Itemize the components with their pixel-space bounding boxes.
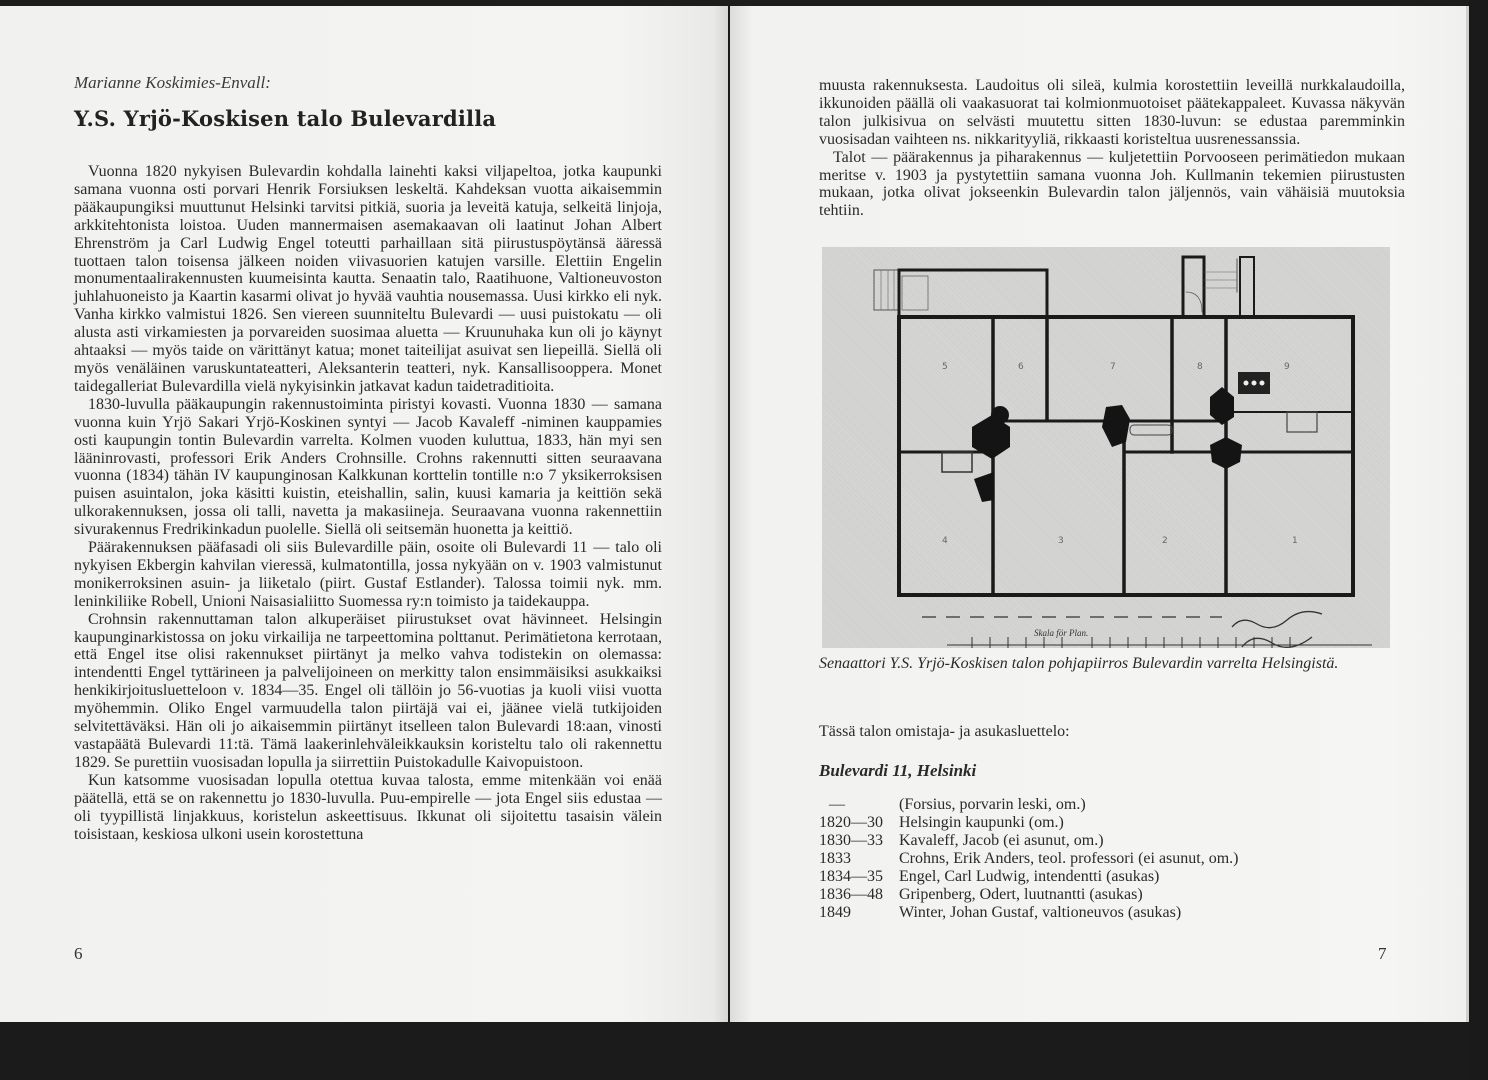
paragraph: 1830-luvulla pääkaupungin rakennustoiminta piristyi kovasti. Vuonna 1830 — samana vuonna kuin Yrjö Sakari Yrjö-Koskinen syntyi — Jacob Kavaleff -niminen kauppamies osti kaupungin tontin Bulevardin varrelta. Kolmen vuoden kuluttua, 1833, hän myi sen lääninrovasti, professori Erik Anders Crohnsille. Crohns rakennutti sitten seuraavana vuonna (1834) tähän IV kaupunginosan Kalkkunan korttelin tontille n:o 7 yksikerroksisen puisen asuintalon, joka käsitti kuistin, eteishallin, salin, kuusi kamaria ja keittiön sekä ulkorakennuksen, jossa oli talli, navetta ja makasiineja. Seuraavana vuonna rakennettiin sivurakennus Fredrikinkadun puolelle. Siellä oli seitsemän huonetta ja keittiö. [74, 395, 662, 539]
owner-years: 1836—48 [819, 886, 883, 903]
owner-name: Crohns, Erik Anders, teol. professori (ei asunut, om.) [899, 850, 1239, 867]
paragraph: Talot — päärakennus ja piharakennus — kuljetettiin Porvooseen perimätiedon mukaan meritse v. 1903 ja pystytettiin samana vuonna Joh. Kullmanin tekemien piirustusten mukaan, jotka olivat jokseenkin Bulevardin talon jäljennös, vain vähäisiä muutoksia tehtiin. [819, 148, 1405, 220]
floor-plan-figure [822, 247, 1390, 648]
room-number: 7 [1110, 362, 1116, 372]
page-number-right: 7 [1378, 944, 1387, 963]
room-number: 2 [1162, 536, 1168, 546]
owner-name: (Forsius, porvarin leski, om.) [899, 796, 1086, 813]
floor-plan-drawing [822, 247, 1390, 648]
article-author: Marianne Koskimies-Envall: [74, 73, 271, 92]
owner-years: 1849 [819, 904, 851, 921]
owner-list [819, 796, 1339, 922]
page-number-left: 6 [74, 944, 83, 963]
room-number: 5 [942, 362, 948, 372]
room-number: 9 [1284, 362, 1290, 372]
owner-years: 1834—35 [819, 868, 883, 885]
scale-label: Skala för Plan. [1034, 628, 1089, 638]
owner-name: Engel, Carl Ludwig, intendentti (asukas) [899, 868, 1160, 885]
room-number: 3 [1058, 536, 1064, 546]
left-body-text [74, 163, 662, 843]
room-number: 4 [942, 536, 948, 546]
right-body-text [819, 77, 1405, 220]
list-item [819, 868, 1339, 886]
list-item [819, 814, 1339, 832]
room-number: 8 [1197, 362, 1203, 372]
room-number: 1 [1292, 536, 1298, 546]
list-intro: Tässä talon omistaja- ja asukasluettelo: [819, 723, 1070, 740]
list-item [819, 850, 1339, 868]
owner-years: 1820—30 [819, 814, 883, 831]
list-item [819, 886, 1339, 904]
owner-name: Kavaleff, Jacob (ei asunut, om.) [899, 832, 1104, 849]
owner-years: 1833 [819, 850, 851, 867]
paragraph: Vuonna 1820 nykyisen Bulevardin kohdalla lainehti kaksi viljapeltoa, jotka kaupunki samana vuonna osti porvari Henrik Forsiuksen leskeltä. Kahdeksan vuotta aikaisemmin pääkaupungiksi muuttunut Helsinki tarvitsi pitkiä, suoria ja leveitä katuja, selkeitä linjoja, arkkitehtonista loistoa. Uuden mannermaisen asemakaavan oli laatinut Johan Albert Ehrenström ja Carl Ludwig Engel toteutti parhaillaan sitä piirustuspöytänsä ääressä tuottaen talon toisensa jälkeen noiden viivasuorien katujen varsille. Elettiin Engelin monumentaalirakennusten kuumeisinta kautta. Senaatin talo, Raatihuone, Valtioneuvoston juhlahuoneisto ja Kaartin kasarmi olivat jo hyvää vauhtia nousemassa. Uusi kirkko eli nyk. Vanha kirkko valmistui 1826. Sen viereen suunniteltu Bulevardi — uusi puistokatu — oli alusta asti virkamiesten ja porvareiden suosimaa aluetta — Kruunuhaka kun oli jo käynyt ahtaaksi — myös taide on värittänyt katua; monet taiteilijat asuivat sen liepeillä. Siellä oli myös venäläinen varuskuntateatteri, Aleksanterin teatteri, nyk. Kansallisooppera. Monet taidegalleriat Bulevardilla vielä nykyisinkin jatkavat kadun taidetraditioita. [74, 163, 662, 395]
paragraph: Crohnsin rakennuttaman talon alkuperäiset piirustukset ovat hävinneet. Helsingin kaupunginarkistossa on joku virkailija ne tarpeettomina polttanut. Perimätietona kerrotaan, että Engel itse olisi rakennukset piirtänyt ja melko vahva todistekin on olemassa: intendentti Engel tyttärineen ja palvelijoineen on merkitty talon ensimmäisiksi asukkaiksi henkikirjoitusluetteloon v. 1834—35. Engel oli tällöin jo 56-vuotias ja kuoli viisi vuotta myöhemmin. Oliko Engel varmuudella talon piirtäjä vai ei, jäänee vielä tutkijoiden selvitettäväksi. Hän oli jo aikaisemmin piirtänyt itselleen talon Bulevardi 18:aan, vinosti vastapäätä Bulevardi 11:tä. Tämä laakerinlehväleikkauksin koristeltu talo oli rakennettu 1829. Se purettiin vuosisadan lopulla ja siirrettiin Puistokadulle Kaivopuistoon. [74, 610, 662, 771]
owner-years: — [829, 796, 845, 813]
room-number: 6 [1018, 362, 1024, 372]
book-edge-shadow [1469, 0, 1488, 1080]
paragraph: Päärakennuksen pääfasadi oli siis Bulevardille päin, osoite oli Bulevardi 11 — talo oli nykyisen Ekbergin kahvilan vieressä, kulmatontilla, jossa nykyään on v. 1903 valmistunut monikerroksinen asuin- ja liiketalo (piirt. Gustaf Estlander). Talossa toimii nyk. mm. leninkiliike Robell, Unioni Naisasialiitto Suomessa ry:n toimisto ja taidekauppa. [74, 539, 662, 610]
figure-caption: Senaattori Y.S. Yrjö-Koskisen talon pohjapiirros Bulevardin varrelta Helsingistä. [819, 655, 1339, 672]
list-heading: Bulevardi 11, Helsinki [819, 761, 977, 780]
owner-name: Helsingin kaupunki (om.) [899, 814, 1064, 831]
owner-years: 1830—33 [819, 832, 883, 849]
owner-name: Winter, Johan Gustaf, valtioneuvos (asukas) [899, 904, 1182, 921]
list-item [819, 832, 1339, 850]
article-title: Y.S. Yrjö-Koskisen talo Bulevardilla [74, 106, 497, 131]
list-item [819, 904, 1339, 922]
owner-name: Gripenberg, Odert, luutnantti (asukas) [899, 886, 1143, 903]
paragraph: muusta rakennuksesta. Laudoitus oli sileä, kulmia korostettiin leveillä nurkkalaudoilla, ikkunoiden päällä oli vaakasuorat tai kolmionmuotoiset päätekappaleet. Kuvassa näkyvän talon julkisivua on selvästi muutettu sitten 1830-luvun: se edustaa paremminkin vuosisadan vaihteen ns. nikkarityyliä, rikkaasti koristeltua uusrenessanssia. [819, 77, 1405, 148]
paragraph: Kun katsomme vuosisadan lopulla otettua kuvaa talosta, emme mitenkään voi enää päätellä, että se on rakennettu jo 1830-luvulla. Puu-empirelle — jota Engel siis edustaa — oli tyypillistä linjakkuus, koristelun askeettisuus. Ikkunat oli sijoitettu tasaisin välein toisistaan, keskiosa ulkoni usein korostettuna [74, 771, 662, 843]
list-item [819, 796, 1339, 814]
